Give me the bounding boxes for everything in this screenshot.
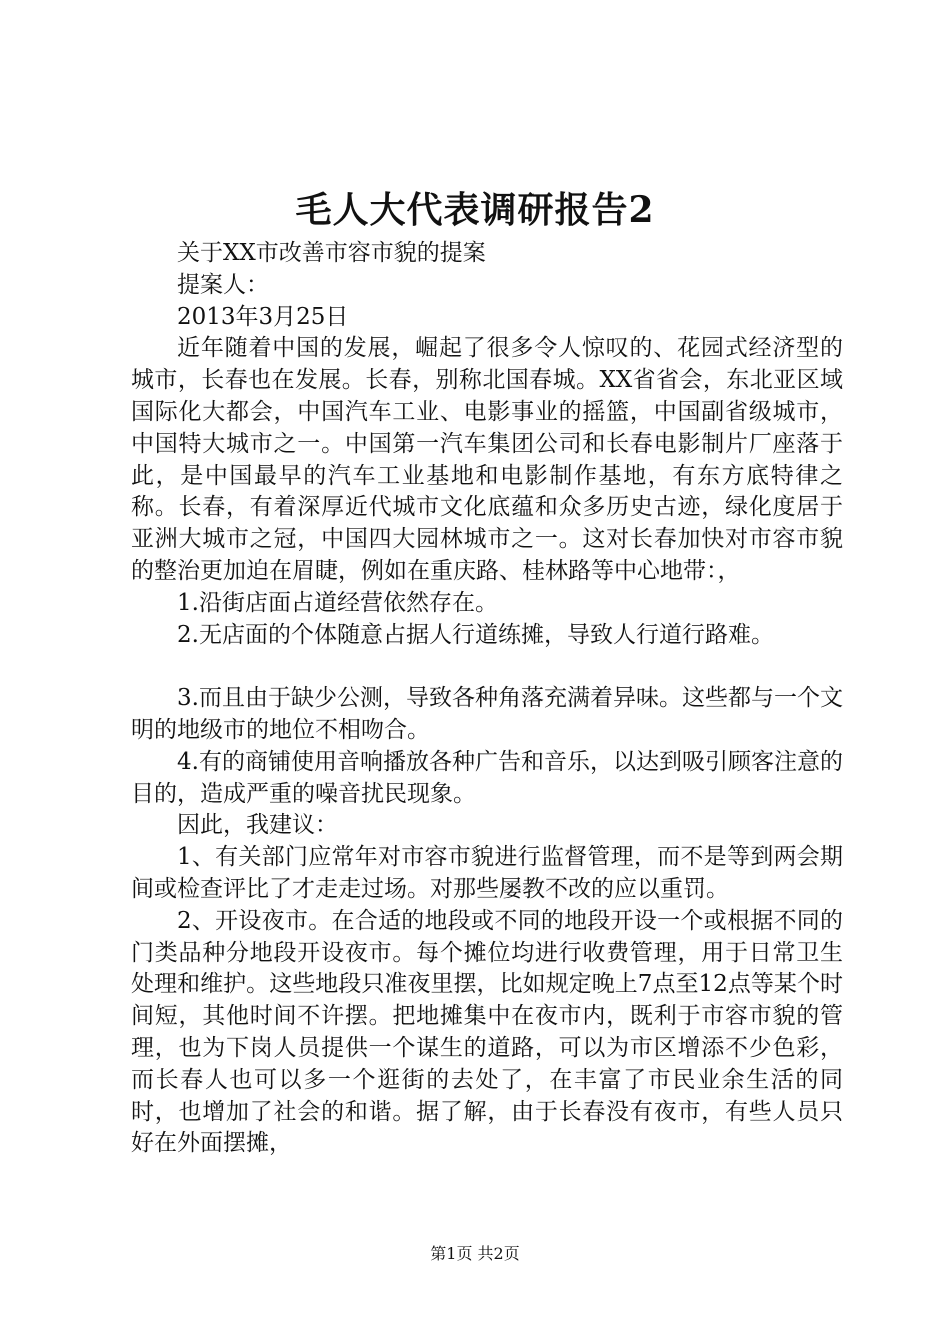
list-item-1: 1.沿街店面占道经营依然存在。 (177, 589, 498, 616)
proposer-line: 提案人： (177, 271, 269, 298)
suggestion-lead: 因此，我建议： (177, 812, 338, 839)
list-item-4: 4.有的商铺使用音响播放各种广告和音乐，以达到吸引顾客注意的目的，造成严重的噪音扰民现象。 (131, 748, 843, 807)
page-number: 第1页 共2页 (430, 1244, 520, 1263)
date-line: 2013年3月25日 (177, 303, 349, 330)
document-title: 毛人大代表调研报告2 (295, 189, 655, 231)
suggestion-1: 1、有关部门应常年对市容市貌进行监督管理，而不是等到两会期间或检查评比了才走走过场。对那些屡教不改的应以重罚。 (131, 844, 843, 902)
list-item-2: 2.无店面的个体随意占据人行道练摊，导致人行道行路难。 (177, 621, 774, 648)
proposal-heading: 关于XX市改善市容市貌的提案 (177, 240, 486, 266)
document-body (131, 238, 843, 1160)
paragraph-intro: 近年随着中国的发展，崛起了很多令人惊叹的、花园式经济型的城市，长春也在发展。长春，别称北国春城。XX省省会，东北亚区域国际化大都会，中国汽车工业、电影事业的摇篮，中国副省级城市，中国特大城市之一。中国第一汽车集团公司和长春电影制片厂座落于此，是中国最早的汽车工业基地和电影制作基地，有东方底特律之称。长春，有着深厚近代城市文化底蕴和众多历史古迹，绿化度居于亚洲大城市之冠，中国四大园林城市之一。这对长春加快对市容市貌的整治更加迫在眉睫，例如在重庆路、桂林路等中心地带：， (131, 335, 843, 584)
suggestion-2: 2、开设夜市。在合适的地段或不同的地段开设一个或根据不同的门类品种分地段开设夜市。每个摊位均进行收费管理，用于日常卫生处理和维护。这些地段只准夜里摆，比如规定晚上7点至12点等某个时间短，其他时间不许摆。把地摊集中在夜市内，既利于市容市貌的管理，也为下岗人员提供一个谋生的道路，可以为市区增添不少色彩，而长春人也可以多一个逛街的去处了，在丰富了市民业余生活的同时，也增加了社会的和谐。据了解，由于长春没有夜市，有些人员只好在外面摆摊， (131, 907, 843, 1157)
list-item-3: 3.而且由于缺少公测，导致各种角落充满着异味。这些都与一个文明的地级市的地位不相吻合。 (131, 685, 843, 743)
